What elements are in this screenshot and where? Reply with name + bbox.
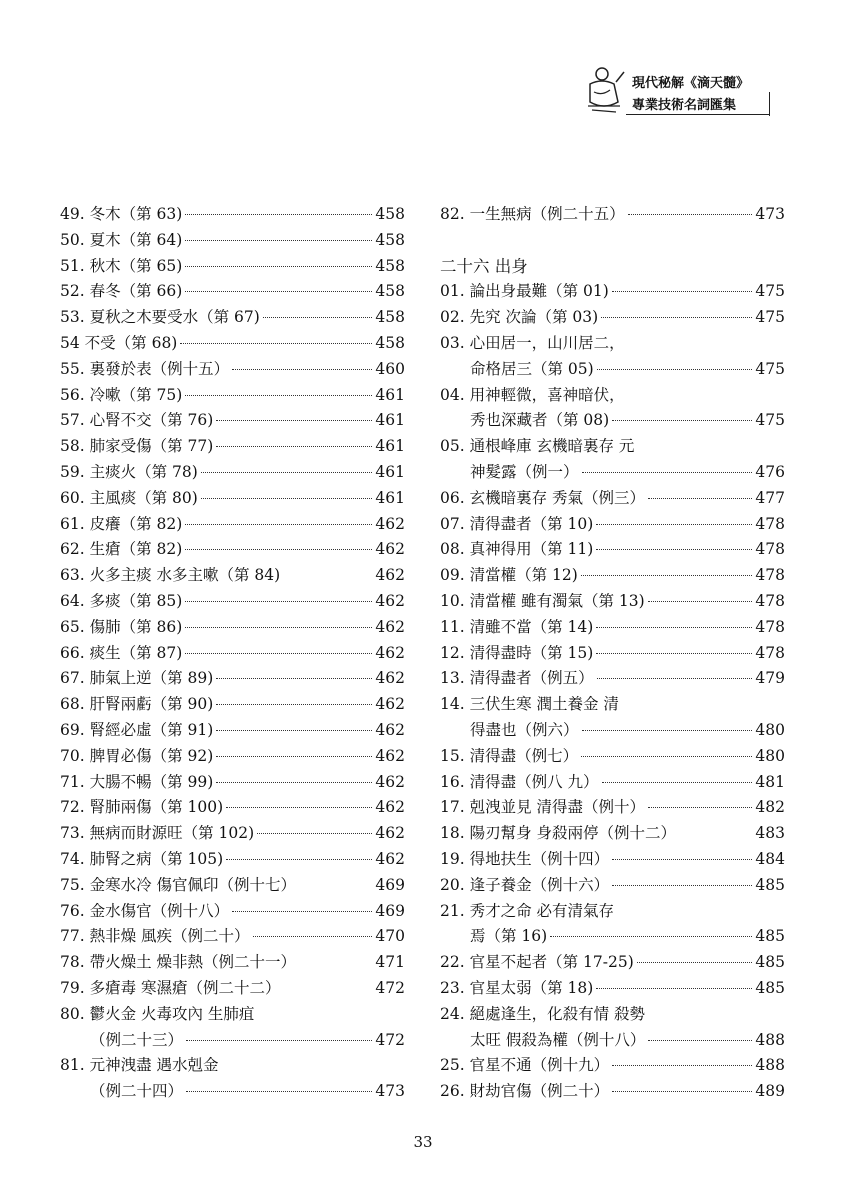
toc-entry-title: 76. 金水傷官（例十八） (60, 901, 230, 920)
header-rule (626, 114, 770, 115)
toc-entry (440, 512, 785, 538)
toc-entry (60, 331, 405, 357)
toc-entry-page: 480 (755, 746, 785, 765)
toc-dot-leader (582, 730, 753, 731)
toc-entry (440, 305, 785, 331)
toc-dot-leader (596, 988, 752, 989)
toc-entry (60, 1053, 405, 1079)
toc-dot-leader (185, 653, 372, 654)
toc-entry-page: 458 (375, 333, 405, 352)
toc-dot-leader (648, 1040, 752, 1041)
toc-entry (60, 821, 405, 847)
toc-entry-page: 462 (375, 695, 405, 714)
toc-entry-page: 458 (375, 256, 405, 275)
toc-entry-title: 18. 陽刃幫身 身殺兩停（例十二） (440, 824, 677, 843)
toc-section-heading (440, 254, 785, 280)
toc-entry (60, 950, 405, 976)
toc-entry-page: 488 (755, 1030, 785, 1049)
toc-dot-leader (201, 472, 373, 473)
toc-dot-leader (597, 678, 753, 679)
toc-entry (60, 408, 405, 434)
toc-dot-leader (612, 1065, 752, 1066)
toc-dot-leader (596, 549, 752, 550)
toc-entry-title: 54 不受（第 68) (60, 333, 178, 352)
toc-entry-title: 07. 清得盡者（第 10) (440, 514, 594, 533)
toc-entry-title: 70. 脾胃必傷（第 92) (60, 746, 214, 765)
toc-entry-title: 05. 通根峰庫 玄機暗裏存 元 (440, 437, 635, 456)
toc-dot-leader (186, 1040, 372, 1041)
toc-entry (60, 305, 405, 331)
toc-entry (60, 615, 405, 641)
toc-entry (440, 589, 785, 615)
toc-entry-title: 55. 裏發於表（例十五） (60, 359, 230, 378)
toc-entry (440, 486, 785, 512)
toc-entry-title: 53. 夏秋之木要受水（第 67) (60, 308, 260, 327)
toc-entry (60, 279, 405, 305)
toc-entry (60, 641, 405, 667)
toc-dot-leader (216, 446, 372, 447)
toc-entry-page: 478 (755, 540, 785, 559)
toc-entry-title: 82. 一生無病（例二十五） (440, 205, 625, 223)
toc-entry-page: 482 (755, 798, 785, 817)
toc-entry-title: 01. 論出身最難（第 01) (440, 282, 609, 301)
toc-entry-page: 462 (375, 746, 405, 765)
toc-entry-page: 485 (755, 953, 785, 972)
header-book-subtitle: 專業技術名詞匯集 (632, 98, 737, 113)
toc-entry-title: 23. 官星太弱（第 18) (440, 978, 594, 997)
toc-entry-title: 太旺 假殺為權（例十八） (470, 1030, 646, 1049)
toc-entry (440, 460, 785, 486)
toc-entry (60, 434, 405, 460)
toc-entry-page: 462 (375, 514, 405, 533)
toc-dot-leader (185, 601, 372, 602)
toc-entry-title: 17. 剋洩並見 清得盡（例十） (440, 798, 646, 817)
toc-entry (60, 899, 405, 925)
toc-entry (440, 537, 785, 563)
toc-entry-page: 485 (755, 875, 785, 894)
toc-entry-page: 462 (375, 591, 405, 610)
toc-entry-title: 19. 得地扶生（例十四） (440, 849, 610, 868)
toc-entry-title: 08. 真神得用（第 11) (440, 540, 594, 559)
toc-entry-page: 462 (375, 720, 405, 739)
toc-entry (440, 744, 785, 770)
toc-entry-page: 475 (755, 411, 785, 430)
toc-entry (440, 666, 785, 692)
toc-spacer (440, 228, 785, 254)
toc-right-column (440, 202, 785, 1105)
toc-entry-title: 13. 清得盡者（例五） (440, 669, 594, 688)
toc-entry-page: 461 (375, 488, 405, 507)
toc-entry (440, 1079, 785, 1105)
toc-dot-leader (612, 420, 752, 421)
toc-dot-leader (232, 911, 372, 912)
toc-entry (440, 563, 785, 589)
toc-entry-page: 461 (375, 437, 405, 456)
toc-dot-leader (185, 627, 372, 628)
toc-dot-leader (612, 859, 752, 860)
toc-dot-leader (597, 369, 753, 370)
toc-entry-title: 73. 無病而財源旺（第 102) (60, 824, 255, 843)
toc-entry-title: 69. 腎經必虛（第 91) (60, 720, 214, 739)
toc-entry (440, 873, 785, 899)
toc-entry-title: 63. 火多主痰 水多主嗽（第 84) (60, 566, 281, 585)
toc-entry-page: 483 (755, 824, 785, 843)
toc-entry-title: 20. 逢子養金（例十六） (440, 875, 610, 894)
toc-entry-page: 470 (375, 927, 405, 946)
toc-entry (60, 924, 405, 950)
toc-entry-page: 473 (375, 1082, 405, 1101)
toc-entry-page: 460 (375, 359, 405, 378)
toc-entry (60, 1028, 405, 1054)
toc-entry (440, 976, 785, 1002)
toc-entry-title: 15. 清得盡（例七） (440, 746, 579, 765)
toc-entry-title: （例二十三） (90, 1030, 184, 1049)
toc-entry-page: 472 (375, 978, 405, 997)
toc-entry (440, 692, 785, 718)
toc-entry (440, 1002, 785, 1028)
toc-dot-leader (185, 214, 372, 215)
toc-dot-leader (253, 936, 373, 937)
toc-entry (440, 202, 785, 228)
toc-entry-title: 14. 三伏生寒 潤土養金 清 (440, 695, 619, 714)
toc-entry-title: 79. 多瘡毒 寒濕瘡（例二十二） (60, 978, 281, 997)
toc-entry-page: 481 (755, 772, 785, 791)
toc-entry (60, 976, 405, 1002)
toc-entry-page: 484 (755, 849, 785, 868)
toc-entry-page: 458 (375, 282, 405, 301)
toc-entry (440, 847, 785, 873)
toc-entry (440, 279, 785, 305)
toc-entry-page: 458 (375, 308, 405, 327)
toc-entry (60, 383, 405, 409)
toc-entry (60, 795, 405, 821)
toc-dot-leader (186, 1091, 372, 1092)
toc-entry (440, 1028, 785, 1054)
toc-dot-leader (216, 704, 372, 705)
toc-entry-page: 472 (375, 1030, 405, 1049)
toc-entry-page: 461 (375, 411, 405, 430)
toc-dot-leader (201, 498, 373, 499)
toc-entry-page: 462 (375, 566, 405, 585)
toc-dot-leader (216, 420, 372, 421)
toc-dot-leader (581, 575, 753, 576)
toc-entry-page: 461 (375, 462, 405, 481)
toc-entry-title: 75. 金寒水冷 傷官佩印（例十七） (60, 875, 297, 894)
toc-entry-title: 25. 官星不通（例十九） (440, 1056, 610, 1075)
toc-entry (60, 666, 405, 692)
toc-entry-page: 461 (375, 385, 405, 404)
toc-entry (440, 383, 785, 409)
toc-entry-page: 478 (755, 514, 785, 533)
toc-dot-leader (628, 214, 753, 215)
toc-entry-title: 得盡也（例六） (470, 720, 579, 739)
toc-dot-leader (596, 524, 752, 525)
toc-entry-title: 21. 秀才之命 必有清氣存 (440, 901, 615, 920)
toc-entry-title: 12. 清得盡時（第 15) (440, 643, 594, 662)
toc-entry-title: 81. 元神洩盡 遇水剋金 (60, 1056, 219, 1075)
toc-entry-page: 462 (375, 540, 405, 559)
toc-entry (60, 589, 405, 615)
toc-entry-title: 72. 腎肺兩傷（第 100) (60, 798, 224, 817)
toc-dot-leader (216, 756, 372, 757)
toc-entry-page: 478 (755, 617, 785, 636)
toc-entry-title: 60. 主風痰（第 80) (60, 488, 198, 507)
toc-entry-title: 74. 肺腎之病（第 105) (60, 849, 224, 868)
toc-dot-leader (216, 678, 372, 679)
toc-entry-title: 09. 清當權（第 12) (440, 566, 578, 585)
toc-entry-title: 77. 熱非燥 風疾（例二十） (60, 927, 250, 946)
toc-entry-title: 66. 痰生（第 87) (60, 643, 183, 662)
toc-entry (60, 202, 405, 228)
toc-entry-title: 二十六 出身 (440, 256, 528, 276)
toc-entry-page: 478 (755, 643, 785, 662)
toc-entry-title: 04. 用神輕微，喜神暗伏， (440, 385, 625, 404)
toc-entry-title: 命格居三（第 05) (470, 359, 594, 378)
toc-entry-page: 462 (375, 849, 405, 868)
toc-entry (60, 770, 405, 796)
toc-dot-leader (185, 549, 372, 550)
toc-entry-page: 462 (375, 772, 405, 791)
toc-entry-page: 469 (375, 875, 405, 894)
toc-dot-leader (263, 317, 373, 318)
toc-entry-page: 458 (375, 205, 405, 223)
toc-entry (440, 821, 785, 847)
toc-entry (60, 1079, 405, 1105)
toc-left-column (60, 202, 405, 1105)
sage-figure-logo (580, 62, 628, 118)
toc-entry (60, 563, 405, 589)
toc-entry-page: 480 (755, 720, 785, 739)
toc-entry (60, 254, 405, 280)
toc-entry-title: 24. 絕處逢生，化殺有情 殺勢 (440, 1004, 646, 1023)
toc-entry (60, 1002, 405, 1028)
toc-dot-leader (185, 395, 372, 396)
toc-dot-leader (185, 291, 372, 292)
toc-entry-title: 50. 夏木（第 64) (60, 230, 183, 249)
toc-entry-page: 469 (375, 901, 405, 920)
toc-entry-page: 479 (755, 669, 785, 688)
toc-entry (440, 408, 785, 434)
page-number: 33 (413, 1133, 433, 1151)
toc-entry (440, 1053, 785, 1079)
toc-dot-leader (612, 1091, 752, 1092)
toc-entry (440, 950, 785, 976)
header-book-title: 現代秘解《滴天髓》 (632, 76, 750, 91)
toc-entry-page: 462 (375, 643, 405, 662)
toc-entry-page: 462 (375, 824, 405, 843)
toc-entry (440, 770, 785, 796)
toc-entry-title: 神髮露（例一） (470, 462, 579, 481)
toc-entry (440, 641, 785, 667)
toc-entry (440, 434, 785, 460)
toc-entry-title: 59. 主痰火（第 78) (60, 462, 198, 481)
toc-entry-title: 11. 清雖不當（第 14) (440, 617, 594, 636)
toc-entry (60, 744, 405, 770)
running-header (580, 62, 770, 122)
toc-dot-leader (180, 343, 372, 344)
toc-dot-leader (602, 782, 753, 783)
toc-entry-title: 65. 傷肺（第 86) (60, 617, 183, 636)
toc-entry-page: 477 (755, 488, 785, 507)
toc-entry-page: 475 (755, 308, 785, 327)
toc-entry (440, 357, 785, 383)
toc-dot-leader (216, 782, 372, 783)
toc-entry-page: 488 (755, 1056, 785, 1075)
toc-entry (60, 486, 405, 512)
toc-entry-title: 03. 心田居一，山川居二， (440, 333, 625, 352)
toc-entry (60, 718, 405, 744)
toc-entry-title: 10. 清當權 雖有濁氣（第 13) (440, 591, 645, 610)
toc-dot-leader (648, 601, 753, 602)
toc-entry (440, 924, 785, 950)
toc-entry-page: 485 (755, 927, 785, 946)
toc-dot-leader (216, 730, 372, 731)
toc-entry-page: 462 (375, 617, 405, 636)
toc-entry (60, 537, 405, 563)
toc-entry-page: 462 (375, 798, 405, 817)
toc-dot-leader (648, 498, 752, 499)
toc-dot-leader (226, 807, 372, 808)
toc-entry (60, 692, 405, 718)
toc-entry-title: 56. 冷嗽（第 75) (60, 385, 183, 404)
toc-entry (440, 615, 785, 641)
toc-entry-page: 462 (375, 669, 405, 688)
header-corner-ornament (761, 92, 770, 116)
toc-entry-title: 71. 大腸不暢（第 99) (60, 772, 214, 791)
toc-dot-leader (612, 885, 752, 886)
toc-entry-title: 06. 玄機暗裏存 秀氣（例三） (440, 488, 646, 507)
toc-dot-leader (185, 240, 372, 241)
toc-dot-leader (648, 807, 752, 808)
toc-dot-leader (601, 317, 752, 318)
toc-entry-title: 67. 肺氣上逆（第 89) (60, 669, 214, 688)
toc-entry (60, 512, 405, 538)
toc-entry-title: 62. 生瘡（第 82) (60, 540, 183, 559)
toc-dot-leader (596, 627, 752, 628)
toc-entry-title: 52. 春冬（第 66) (60, 282, 183, 301)
toc-dot-leader (226, 859, 372, 860)
toc-entry-page: 485 (755, 978, 785, 997)
toc-entry-title: （例二十四） (90, 1082, 184, 1101)
toc-entry (440, 795, 785, 821)
toc-entry-title: 58. 肺家受傷（第 77) (60, 437, 214, 456)
toc-dot-leader (257, 833, 372, 834)
toc-entry-page: 475 (755, 359, 785, 378)
toc-dot-leader (596, 653, 752, 654)
toc-entry-page: 478 (755, 591, 785, 610)
toc-dot-leader (232, 369, 372, 370)
toc-dot-leader (185, 266, 372, 267)
toc-entry-page: 471 (375, 953, 405, 972)
toc-entry (60, 847, 405, 873)
toc-entry-title: 68. 肝腎兩虧（第 90) (60, 695, 214, 714)
toc-entry-title: 焉（第 16) (470, 927, 548, 946)
toc-entry-title: 64. 多痰（第 85) (60, 591, 183, 610)
toc-entry-title: 22. 官星不起者（第 17-25) (440, 953, 634, 972)
toc-entry-page: 478 (755, 566, 785, 585)
toc-entry-title: 80. 鬱火金 火毒攻內 生肺疽 (60, 1004, 255, 1023)
toc-entry (440, 718, 785, 744)
toc-entry (60, 228, 405, 254)
toc-entry (60, 357, 405, 383)
toc-entry-page: 489 (755, 1082, 785, 1101)
toc-entry-page: 475 (755, 282, 785, 301)
toc-entry-title: 49. 冬木（第 63) (60, 205, 183, 223)
toc-entry (440, 899, 785, 925)
toc-dot-leader (185, 524, 372, 525)
toc-entry-title: 57. 心腎不交（第 76) (60, 411, 214, 430)
toc-entry (60, 460, 405, 486)
toc-entry-title: 秀也深藏者（第 08) (470, 411, 610, 430)
toc-dot-leader (582, 472, 753, 473)
toc-entry-page: 458 (375, 230, 405, 249)
toc-entry-title: 02. 先究 次論（第 03) (440, 308, 599, 327)
toc-entry-title: 26. 財劫官傷（例二十） (440, 1082, 610, 1101)
toc-dot-leader (581, 756, 752, 757)
toc-entry (60, 873, 405, 899)
toc-entry-page: 476 (755, 462, 785, 481)
toc-dot-leader (550, 936, 752, 937)
toc-entry-page: 473 (755, 205, 785, 223)
toc-entry-title: 78. 帶火燥土 燥非熱（例二十一） (60, 953, 297, 972)
toc-entry (440, 331, 785, 357)
toc-entry-title: 16. 清得盡（例八 九） (440, 772, 599, 791)
toc-dot-leader (612, 291, 753, 292)
toc-dot-leader (637, 962, 753, 963)
toc-entry-title: 51. 秋木（第 65) (60, 256, 183, 275)
toc-entry-title: 61. 皮癢（第 82) (60, 514, 183, 533)
